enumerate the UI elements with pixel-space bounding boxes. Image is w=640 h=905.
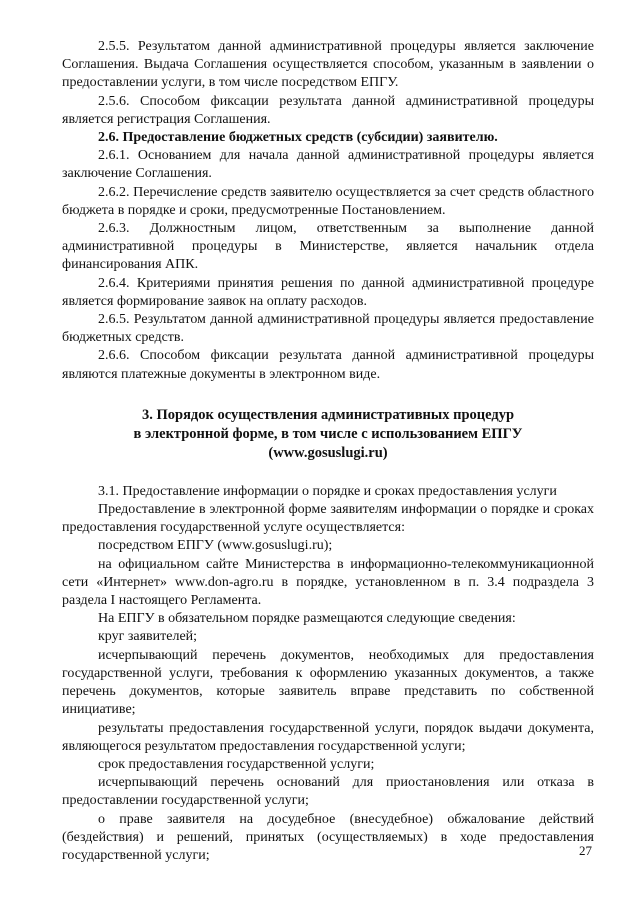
paragraph-2-5-5: 2.5.5. Результатом данной административной процедуры является заключение Соглашения. Выдача Соглашения осуществляется способом, указанным в заявлении о предоставлении услуги, в том числе посредством ЕПГУ. xyxy=(62,39,594,91)
paragraph-2-5-6: 2.5.6. Способом фиксации результата данной административной процедуры является регистрация Соглашения. xyxy=(62,93,594,127)
list-item-term: срок предоставления государственной услуги; xyxy=(98,756,375,772)
list-item-official-site: на официальном сайте Министерства в информационно-телекоммуникационной сети «Интернет» www.don-agro.ru в порядке, установленном в п. 3.4 подраздела 3 раздела I настоящего Регламента. xyxy=(62,556,594,609)
paragraph-2-6-4: 2.6.4. Критериями принятия решения по данной административной процедуре является формирование заявок на оплату расходов. xyxy=(62,275,594,309)
list-item-appeal: о праве заявителя на досудебное (внесудебное) обжалование действий (бездействия) и решений, принятых (осуществляемых) в ходе предоставления государственной услуги; xyxy=(62,811,594,863)
section-title-2-6: 2.6. Предоставление бюджетных средств (субсидии) заявителю. xyxy=(98,130,498,146)
list-item-grounds: исчерпывающий перечень оснований для приостановления или отказа в предоставлении государственной услуги; xyxy=(62,775,594,809)
heading-line-1: 3. Порядок осуществления административных процедур xyxy=(141,406,515,423)
list-item-epgu: посредством ЕПГУ (www.gosuslugi.ru); xyxy=(98,538,333,554)
paragraph-3-1: 3.1. Предоставление информации о порядке и сроках предоставления услуги xyxy=(98,483,557,499)
heading-line-3: (www.gosuslugi.ru) xyxy=(268,444,388,461)
list-item-results: результаты предоставления государственной услуги, порядок выдачи документа, являющегося результатом предоставления государственной услуги; xyxy=(62,720,594,754)
paragraph-mandatory-info: На ЕПГУ в обязательном порядке размещаются следующие сведения: xyxy=(98,611,516,627)
spacer xyxy=(62,463,594,483)
paragraph-intro: Предоставление в электронной форме заявителям информации о порядке и сроках предоставления государственной услуге осуществляется: xyxy=(62,502,594,536)
section-heading-3 xyxy=(62,406,594,463)
page-number: 27 xyxy=(579,843,592,858)
paragraph-2-6-6: 2.6.6. Способом фиксации результата данной административной процедуры являются платежные документы в электронном виде. xyxy=(62,348,594,382)
paragraph-2-6-5: 2.6.5. Результатом данной административной процедуры является предоставление бюджетных средств. xyxy=(62,312,594,346)
list-item-applicants: круг заявителей; xyxy=(98,629,198,645)
paragraph-2-6-3: 2.6.3. Должностным лицом, ответственным за выполнение данной административной процедуры в Министерстве, является начальник отдела финансирования АПК. xyxy=(62,221,594,273)
paragraph-2-6-1: 2.6.1. Основанием для начала данной административной процедуры является заключение Соглашения. xyxy=(62,148,594,182)
paragraph-2-6-2: 2.6.2. Перечисление средств заявителю осуществляется за счет средств областного бюджета в порядке и сроки, предусмотренные Постановлением. xyxy=(62,184,594,218)
document-page xyxy=(62,38,594,865)
heading-line-2: в электронной форме, в том числе с использованием ЕПГУ xyxy=(133,425,523,442)
spacer xyxy=(62,384,594,406)
list-item-documents: исчерпывающий перечень документов, необходимых для предоставления государственной услуги, требования к оформлению указанных документов, а также перечень документов, которые заявитель вправе представить по собственной инициативе; xyxy=(62,647,594,718)
